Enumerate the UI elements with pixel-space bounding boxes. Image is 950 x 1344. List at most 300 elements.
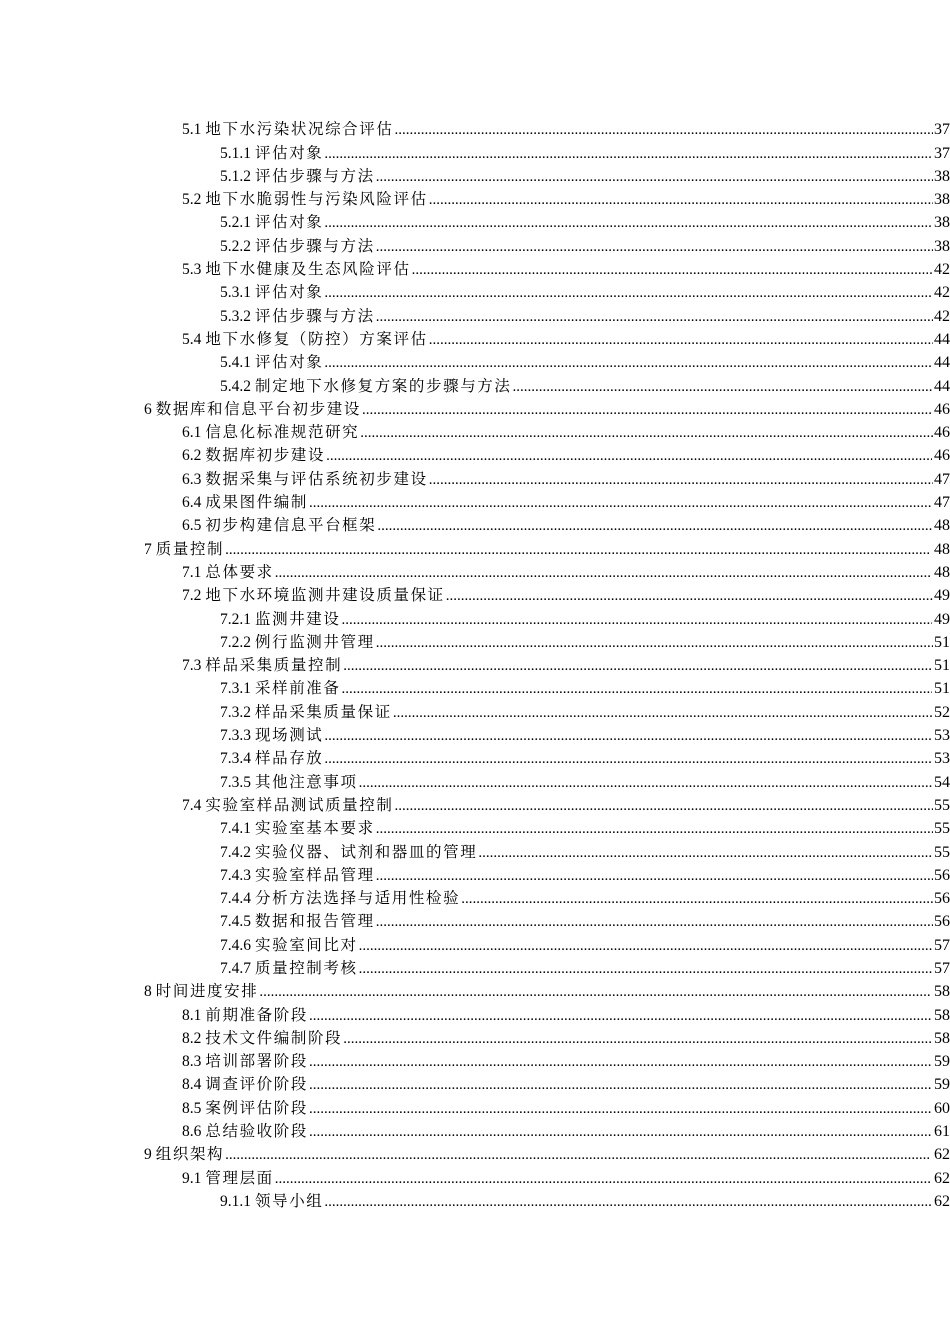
toc-entry-number: 8.2: [182, 1029, 202, 1047]
toc-entry[interactable]: [0, 838, 950, 861]
toc-entry-title: 成果图件编制: [205, 493, 308, 512]
toc-entry[interactable]: [0, 209, 950, 232]
toc-entry-number: 9.1.1: [220, 1192, 251, 1210]
toc-dot-leader: [429, 471, 933, 489]
toc-dot-leader: [360, 424, 933, 442]
toc-entry-heading: [182, 330, 428, 349]
toc-entry-heading: [182, 563, 274, 582]
toc-entry-title: 数据和报告管理: [255, 912, 375, 931]
toc-entry-line: [182, 446, 950, 465]
toc-entry-number: 8.3: [182, 1053, 202, 1071]
toc-entry-heading: [220, 610, 341, 629]
toc-page-number: 58: [934, 983, 950, 1001]
toc-dot-leader: [324, 750, 931, 768]
toc-entry[interactable]: [0, 535, 950, 558]
toc-dot-leader: [429, 191, 933, 209]
toc-entry-number: 5.1.2: [220, 167, 251, 185]
toc-entry-heading: [220, 866, 375, 885]
toc-entry[interactable]: [0, 815, 950, 838]
toc-entry-heading: [220, 843, 477, 862]
toc-entry-line: [220, 889, 950, 908]
toc-dot-leader: [342, 611, 933, 629]
toc-entry-line: [144, 400, 950, 419]
toc-page-number: 48: [934, 517, 950, 535]
toc-page-number: 55: [934, 843, 950, 861]
toc-entry-title: 采样前准备: [255, 679, 341, 698]
toc-entry-number: 6.4: [182, 494, 202, 512]
toc-page-number: 44: [934, 354, 950, 372]
toc-entry-line: [182, 330, 950, 349]
toc-entry[interactable]: [0, 1141, 950, 1164]
toc-entry[interactable]: [0, 1118, 950, 1141]
toc-entry-line: [182, 1029, 950, 1048]
toc-page-number: 47: [934, 470, 950, 488]
toc-dot-leader: [309, 1123, 931, 1141]
toc-entry-heading: [220, 237, 375, 256]
toc-entry-number: 7.4.7: [220, 959, 251, 977]
toc-entry-heading: [182, 190, 428, 209]
toc-entry-heading: [182, 1099, 308, 1118]
toc-entry-title: 地下水环境监测井建设质量保证: [205, 586, 445, 605]
toc-dot-leader: [376, 634, 933, 652]
toc-entry[interactable]: [0, 885, 950, 908]
toc-entry-title: 样品采集质量控制: [205, 656, 343, 675]
toc-entry-title: 制定地下水修复方案的步骤与方法: [255, 376, 512, 395]
toc-entry[interactable]: [0, 1001, 950, 1024]
toc-entry-title: 现场测试: [255, 726, 324, 745]
toc-entry[interactable]: [0, 1164, 950, 1187]
toc-entry-number: 7.2.2: [220, 633, 251, 651]
toc-entry-heading: [220, 936, 358, 955]
toc-entry-heading: [220, 679, 341, 698]
toc-entry-heading: [182, 120, 393, 139]
toc-entry[interactable]: [0, 745, 950, 768]
toc-entry-heading: [182, 656, 342, 675]
toc-entry-line: [220, 353, 950, 372]
toc-dot-leader: [376, 820, 933, 838]
toc-page-number: 38: [934, 237, 950, 255]
toc-entry[interactable]: [0, 698, 950, 721]
toc-entry-number: 7: [144, 540, 152, 558]
toc-entry-line: [220, 819, 950, 838]
toc-entry-heading: [182, 1075, 308, 1094]
toc-dot-leader: [446, 587, 933, 605]
toc-entry-title: 数据库初步建设: [205, 446, 326, 465]
toc-dot-leader: [309, 1100, 931, 1118]
toc-entry-title: 质量控制: [155, 539, 225, 558]
toc-entry-heading: [220, 1192, 323, 1211]
toc-dot-leader: [324, 727, 931, 745]
toc-dot-leader: [393, 704, 933, 722]
toc-page-number: 55: [934, 796, 950, 814]
toc-entry-line: [182, 1169, 950, 1188]
toc-entry-number: 8.6: [182, 1123, 202, 1141]
toc-dot-leader: [376, 308, 933, 326]
toc-entry-title: 信息化标准规范研究: [205, 423, 360, 442]
toc-entry-line: [220, 610, 950, 629]
toc-page-number: 37: [934, 121, 950, 139]
toc-entry-title: 实验室间比对: [255, 935, 358, 954]
toc-entry-title: 技术文件编制阶段: [205, 1028, 343, 1047]
toc-entry[interactable]: [0, 1071, 950, 1094]
toc-dot-leader: [359, 774, 933, 792]
toc-entry-heading: [220, 749, 323, 768]
toc-entry-number: 7.3.2: [220, 703, 251, 721]
toc-entry[interactable]: [0, 186, 950, 209]
toc-entry-line: [220, 703, 950, 722]
toc-entry[interactable]: [0, 722, 950, 745]
toc-entry[interactable]: [0, 232, 950, 255]
toc-entry-number: 5.4.2: [220, 377, 251, 395]
toc-entry-number: 7.4: [182, 796, 202, 814]
toc-entry-line: [220, 773, 950, 792]
toc-entry-heading: [182, 1029, 342, 1048]
toc-entry-number: 6: [144, 400, 152, 418]
toc-page-number: 52: [934, 703, 950, 721]
toc-entry[interactable]: [0, 629, 950, 652]
toc-page-number: 53: [934, 750, 950, 768]
toc-entry-title: 例行监测井管理: [255, 632, 375, 651]
toc-entry-title: 地下水污染状况综合评估: [205, 120, 394, 139]
toc-entry-number: 7.4.3: [220, 866, 251, 884]
toc-dot-leader: [326, 447, 932, 465]
toc-entry[interactable]: [0, 605, 950, 628]
toc-page-number: 58: [934, 1006, 950, 1024]
toc-entry-heading: [220, 959, 358, 978]
toc-entry-line: [182, 1006, 950, 1025]
toc-entry-number: 7.4.4: [220, 890, 251, 908]
toc-entry-heading: [182, 1122, 308, 1141]
toc-entry-line: [182, 1075, 950, 1094]
toc-entry-line: [144, 982, 950, 1001]
toc-entry-title: 实验室样品管理: [255, 865, 375, 884]
toc-dot-leader: [309, 1076, 931, 1094]
toc-entry-heading: [220, 726, 323, 745]
toc-entry-line: [220, 936, 950, 955]
toc-entry[interactable]: [0, 908, 950, 931]
toc-entry-line: [182, 260, 950, 279]
toc-entry-number: 7.3.5: [220, 773, 251, 791]
toc-entry-heading: [220, 819, 375, 838]
toc-dot-leader: [309, 1007, 931, 1025]
toc-entry-number: 6.2: [182, 447, 202, 465]
toc-entry-heading: [182, 493, 308, 512]
toc-page-number: 62: [934, 1192, 950, 1210]
toc-dot-leader: [359, 960, 933, 978]
toc-entry[interactable]: [0, 862, 950, 885]
toc-entry-title: 组织架构: [155, 1145, 225, 1164]
toc-entry[interactable]: [0, 931, 950, 954]
toc-entry-title: 总体要求: [205, 562, 274, 581]
toc-entry-number: 5.3: [182, 261, 202, 279]
toc-entry-line: [182, 796, 950, 815]
toc-entry-number: 5.4: [182, 330, 202, 348]
toc-entry-line: [220, 283, 950, 302]
toc-entry[interactable]: [0, 978, 950, 1001]
toc-page-number: 46: [934, 424, 950, 442]
toc-entry[interactable]: [0, 768, 950, 791]
toc-entry-title: 领导小组: [255, 1191, 324, 1210]
toc-entry-line: [182, 120, 950, 139]
toc-entry-title: 评估步骤与方法: [255, 236, 375, 255]
toc-entry-heading: [182, 586, 445, 605]
toc-entry-line: [182, 1052, 950, 1071]
toc-entry-number: 8.1: [182, 1006, 202, 1024]
toc-entry-title: 实验仪器、试剂和器皿的管理: [255, 842, 478, 861]
toc-entry-number: 7.4.6: [220, 936, 251, 954]
toc-entry-heading: [182, 446, 325, 465]
toc-entry[interactable]: [0, 675, 950, 698]
toc-page-number: 37: [934, 144, 950, 162]
toc-dot-leader: [376, 913, 933, 931]
toc-entry[interactable]: [0, 465, 950, 488]
toc-dot-leader: [309, 1053, 931, 1071]
toc-page-number: 56: [934, 913, 950, 931]
toc-entry-line: [182, 1099, 950, 1118]
toc-page-number: 51: [934, 657, 950, 675]
toc-page-number: 57: [934, 959, 950, 977]
toc-entry-heading: [182, 1006, 308, 1025]
toc-entry-number: 7.4.2: [220, 843, 251, 861]
toc-entry[interactable]: [0, 163, 950, 186]
toc-entry-line: [220, 167, 950, 186]
toc-entry-number: 5.1.1: [220, 144, 251, 162]
toc-entry-heading: [144, 982, 258, 1001]
toc-entry[interactable]: [0, 1048, 950, 1071]
toc-page-number: 49: [934, 587, 950, 605]
toc-entry-title: 地下水修复（防控）方案评估: [205, 329, 428, 348]
toc-entry-line: [220, 307, 950, 326]
toc-entry-line: [182, 516, 950, 535]
toc-entry-title: 实验室基本要求: [255, 819, 375, 838]
toc-entry-line: [182, 470, 950, 489]
toc-entry-title: 案例评估阶段: [205, 1098, 308, 1117]
toc-entry-number: 8: [144, 983, 152, 1001]
toc-entry-number: 7.3.1: [220, 680, 251, 698]
toc-page-number: 62: [934, 1146, 950, 1164]
toc-entry-heading: [182, 796, 393, 815]
toc-entry-title: 初步构建信息平台框架: [205, 516, 377, 535]
table-of-contents: [0, 116, 950, 1211]
toc-entry-heading: [220, 633, 375, 652]
toc-dot-leader: [225, 1146, 929, 1164]
toc-entry-line: [220, 1192, 950, 1211]
toc-page-number: 54: [934, 773, 950, 791]
toc-page-number: 51: [934, 680, 950, 698]
toc-entry[interactable]: [0, 559, 950, 582]
toc-dot-leader: [362, 401, 933, 419]
toc-entry-line: [220, 866, 950, 885]
toc-entry-title: 总结验收阶段: [205, 1122, 308, 1141]
toc-entry-heading: [220, 307, 375, 326]
toc-entry-number: 8.5: [182, 1099, 202, 1117]
toc-entry[interactable]: [0, 349, 950, 372]
toc-entry-heading: [220, 144, 323, 163]
toc-entry[interactable]: [0, 372, 950, 395]
toc-page-number: 42: [934, 284, 950, 302]
toc-entry-title: 地下水健康及生态风险评估: [205, 260, 411, 279]
toc-dot-leader: [359, 937, 933, 955]
toc-entry-heading: [182, 516, 376, 535]
toc-entry-heading: [182, 423, 359, 442]
toc-dot-leader: [376, 238, 933, 256]
toc-entry-number: 5.1: [182, 121, 202, 139]
toc-page-number: 48: [934, 563, 950, 581]
toc-dot-leader: [376, 168, 933, 186]
toc-page-number: 62: [934, 1169, 950, 1187]
toc-dot-leader: [225, 541, 929, 559]
toc-entry-title: 时间进度安排: [155, 982, 259, 1001]
toc-entry[interactable]: [0, 256, 950, 279]
toc-entry-number: 6.1: [182, 424, 202, 442]
toc-entry-title: 前期准备阶段: [205, 1005, 308, 1024]
toc-entry[interactable]: [0, 1188, 950, 1211]
toc-entry-line: [182, 190, 950, 209]
toc-entry[interactable]: [0, 1025, 950, 1048]
toc-entry-line: [182, 586, 950, 605]
toc-entry-heading: [144, 540, 224, 559]
toc-dot-leader: [324, 1193, 931, 1211]
toc-page-number: 38: [934, 191, 950, 209]
toc-dot-leader: [324, 284, 931, 302]
toc-entry-line: [182, 1122, 950, 1141]
toc-entry-number: 7.4.1: [220, 820, 251, 838]
toc-dot-leader: [376, 867, 933, 885]
toc-entry-line: [220, 749, 950, 768]
toc-entry-heading: [144, 400, 361, 419]
toc-entry-number: 5.2.2: [220, 237, 251, 255]
toc-page-number: 48: [934, 540, 950, 558]
toc-entry-number: 7.3.4: [220, 750, 251, 768]
toc-dot-leader: [412, 261, 933, 279]
toc-entry-heading: [144, 1145, 224, 1164]
toc-entry[interactable]: [0, 489, 950, 512]
toc-entry-line: [144, 540, 950, 559]
toc-entry-line: [220, 237, 950, 256]
toc-entry-heading: [220, 703, 392, 722]
toc-dot-leader: [275, 1170, 931, 1188]
toc-dot-leader: [259, 983, 930, 1001]
toc-dot-leader: [275, 564, 931, 582]
toc-page-number: 46: [934, 400, 950, 418]
toc-entry-line: [220, 679, 950, 698]
toc-entry[interactable]: [0, 116, 950, 139]
toc-dot-leader: [342, 680, 933, 698]
toc-entry-title: 数据库和信息平台初步建设: [155, 399, 361, 418]
toc-entry-number: 9.1: [182, 1169, 202, 1187]
toc-entry[interactable]: [0, 326, 950, 349]
toc-entry[interactable]: [0, 442, 950, 465]
toc-entry-number: 5.4.1: [220, 354, 251, 372]
toc-entry-line: [220, 144, 950, 163]
toc-entry-number: 6.5: [182, 517, 202, 535]
toc-dot-leader: [394, 797, 933, 815]
toc-entry[interactable]: [0, 279, 950, 302]
toc-page-number: 59: [934, 1053, 950, 1071]
toc-entry-heading: [220, 773, 358, 792]
toc-entry-heading: [220, 213, 323, 232]
toc-page-number: 44: [934, 377, 950, 395]
toc-page-number: 42: [934, 261, 950, 279]
toc-entry-title: 评估对象: [255, 213, 324, 232]
toc-entry-heading: [182, 1052, 308, 1071]
toc-page-number: 49: [934, 610, 950, 628]
toc-page-number: 51: [934, 633, 950, 651]
toc-page-number: 42: [934, 307, 950, 325]
toc-entry-number: 9: [144, 1146, 152, 1164]
toc-entry-title: 分析方法选择与适用性检验: [255, 889, 461, 908]
toc-entry[interactable]: [0, 419, 950, 442]
toc-entry[interactable]: [0, 582, 950, 605]
toc-entry-number: 7.3.3: [220, 727, 251, 745]
toc-entry-title: 评估对象: [255, 283, 324, 302]
toc-page-number: 58: [934, 1029, 950, 1047]
toc-entry-heading: [220, 167, 375, 186]
toc-entry-number: 7.2.1: [220, 610, 251, 628]
toc-entry-number: 5.3.2: [220, 307, 251, 325]
toc-entry-number: 5.2: [182, 191, 202, 209]
toc-entry[interactable]: [0, 139, 950, 162]
toc-entry-title: 样品存放: [255, 749, 324, 768]
toc-entry-title: 调查评价阶段: [205, 1075, 308, 1094]
toc-page-number: 53: [934, 727, 950, 745]
toc-entry-title: 其他注意事项: [255, 772, 358, 791]
toc-page-number: 60: [934, 1099, 950, 1117]
toc-entry-title: 评估对象: [255, 143, 324, 162]
toc-entry-title: 评估对象: [255, 353, 324, 372]
toc-page-number: 61: [934, 1123, 950, 1141]
toc-page-number: 46: [934, 447, 950, 465]
toc-entry-number: 7.1: [182, 563, 202, 581]
toc-entry[interactable]: [0, 396, 950, 419]
toc-dot-leader: [324, 145, 931, 163]
toc-entry[interactable]: [0, 302, 950, 325]
toc-entry-title: 评估步骤与方法: [255, 306, 375, 325]
toc-entry-heading: [182, 260, 411, 279]
toc-entry-line: [220, 726, 950, 745]
toc-entry-title: 评估步骤与方法: [255, 166, 375, 185]
toc-entry-line: [220, 843, 950, 862]
toc-entry-line: [144, 1145, 950, 1164]
toc-entry-line: [220, 912, 950, 931]
toc-entry-title: 监测井建设: [255, 609, 341, 628]
toc-entry-line: [182, 563, 950, 582]
toc-dot-leader: [461, 890, 933, 908]
toc-entry-title: 质量控制考核: [255, 958, 358, 977]
toc-entry-number: 7.4.5: [220, 913, 251, 931]
toc-entry[interactable]: [0, 512, 950, 535]
toc-dot-leader: [324, 214, 931, 232]
toc-entry[interactable]: [0, 1094, 950, 1117]
toc-entry[interactable]: [0, 792, 950, 815]
toc-page-number: 38: [934, 214, 950, 232]
toc-entry[interactable]: [0, 652, 950, 675]
toc-page-number: 57: [934, 936, 950, 954]
toc-entry-line: [182, 493, 950, 512]
toc-entry-number: 7.2: [182, 587, 202, 605]
toc-entry-line: [220, 213, 950, 232]
toc-entry-heading: [220, 353, 323, 372]
toc-entry[interactable]: [0, 955, 950, 978]
toc-entry-number: 5.2.1: [220, 214, 251, 232]
toc-entry-title: 样品采集质量保证: [255, 702, 392, 721]
toc-entry-title: 培训部署阶段: [205, 1052, 308, 1071]
toc-page-number: 47: [934, 494, 950, 512]
toc-page-number: 59: [934, 1076, 950, 1094]
toc-dot-leader: [513, 378, 933, 396]
toc-entry-line: [220, 377, 950, 396]
toc-page-number: 55: [934, 820, 950, 838]
